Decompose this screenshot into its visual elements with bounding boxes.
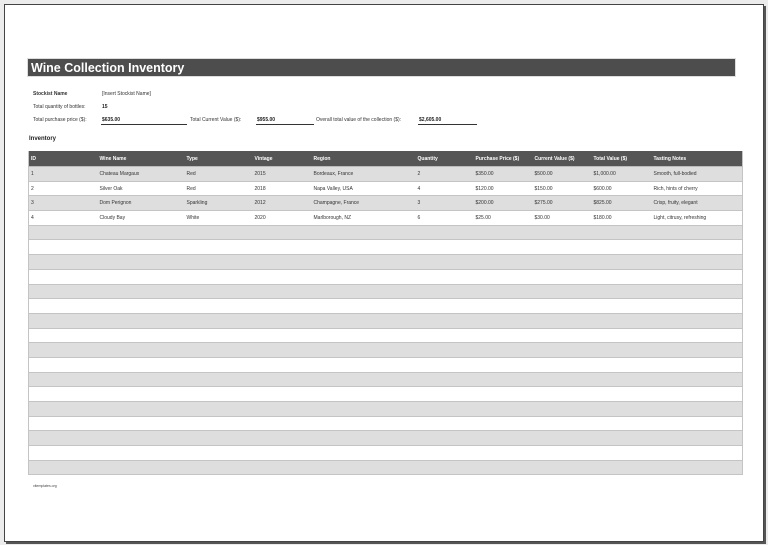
cell-empty[interactable] xyxy=(253,225,312,240)
cell-empty[interactable] xyxy=(98,387,185,402)
cell-empty[interactable] xyxy=(185,460,253,475)
total-quantity-label: Total quantity of bottles: xyxy=(33,104,86,110)
cell-region[interactable]: Bordeaux, France xyxy=(312,167,416,182)
cell-vintage[interactable]: 2018 xyxy=(253,181,312,196)
cell-empty[interactable] xyxy=(185,431,253,446)
cell-empty[interactable] xyxy=(533,328,592,343)
cell-vintage[interactable]: 2020 xyxy=(253,211,312,226)
table-row-empty[interactable] xyxy=(29,225,743,240)
cell-empty[interactable] xyxy=(592,313,652,328)
cell-empty[interactable] xyxy=(29,284,98,299)
cell-empty[interactable] xyxy=(98,240,185,255)
cell-empty[interactable] xyxy=(592,431,652,446)
cell-region[interactable]: Champagne, France xyxy=(312,196,416,211)
table-row-empty[interactable] xyxy=(29,343,743,358)
cell-wine-name[interactable]: Dom Perignon xyxy=(98,196,185,211)
cell-empty[interactable] xyxy=(312,269,416,284)
cell-empty[interactable] xyxy=(652,431,743,446)
cell-empty[interactable] xyxy=(185,357,253,372)
table-row-empty[interactable] xyxy=(29,431,743,446)
cell-empty[interactable] xyxy=(533,357,592,372)
cell-empty[interactable] xyxy=(474,343,533,358)
cell-current-value[interactable]: $500.00 xyxy=(533,167,592,182)
cell-empty[interactable] xyxy=(98,284,185,299)
cell-empty[interactable] xyxy=(592,416,652,431)
cell-total-value[interactable]: $825.00 xyxy=(592,196,652,211)
cell-empty[interactable] xyxy=(29,416,98,431)
cell-empty[interactable] xyxy=(253,269,312,284)
cell-purchase-price[interactable]: $350.00 xyxy=(474,167,533,182)
cell-empty[interactable] xyxy=(253,372,312,387)
cell-empty[interactable] xyxy=(533,225,592,240)
total-current-label: Total Current Value ($): xyxy=(190,117,242,123)
cell-empty[interactable] xyxy=(29,255,98,270)
cell-quantity[interactable]: 4 xyxy=(416,181,474,196)
cell-empty[interactable] xyxy=(98,343,185,358)
cell-total-value[interactable]: $600.00 xyxy=(592,181,652,196)
cell-wine-name[interactable]: Chateau Margaux xyxy=(98,167,185,182)
cell-empty[interactable] xyxy=(533,299,592,314)
cell-empty[interactable] xyxy=(652,299,743,314)
cell-empty[interactable] xyxy=(652,328,743,343)
cell-empty[interactable] xyxy=(592,240,652,255)
table-header-row xyxy=(29,151,743,167)
col-header-tasting-notes: Tasting Notes xyxy=(652,151,743,167)
table-row-empty[interactable] xyxy=(29,402,743,417)
cell-empty[interactable] xyxy=(533,387,592,402)
cell-empty[interactable] xyxy=(592,357,652,372)
cell-empty[interactable] xyxy=(312,416,416,431)
cell-empty[interactable] xyxy=(474,313,533,328)
cell-empty[interactable] xyxy=(592,269,652,284)
cell-empty[interactable] xyxy=(592,402,652,417)
cell-empty[interactable] xyxy=(533,460,592,475)
overall-value[interactable]: $2,605.00 xyxy=(419,117,442,123)
cell-empty[interactable] xyxy=(29,387,98,402)
cell-empty[interactable] xyxy=(312,402,416,417)
table-row[interactable] xyxy=(29,196,743,211)
stockist-value[interactable]: [Insert Stockist Name] xyxy=(102,91,151,97)
cell-empty[interactable] xyxy=(98,269,185,284)
cell-empty[interactable] xyxy=(416,460,474,475)
cell-empty[interactable] xyxy=(98,328,185,343)
cell-empty[interactable] xyxy=(474,328,533,343)
table-row-empty[interactable] xyxy=(29,387,743,402)
cell-type[interactable]: Sparkling xyxy=(185,196,253,211)
cell-empty[interactable] xyxy=(98,225,185,240)
col-header-total-value: Total Value ($) xyxy=(592,151,652,167)
cell-empty[interactable] xyxy=(185,299,253,314)
cell-empty[interactable] xyxy=(474,431,533,446)
cell-empty[interactable] xyxy=(312,431,416,446)
cell-empty[interactable] xyxy=(416,416,474,431)
cell-empty[interactable] xyxy=(652,255,743,270)
table-row-empty[interactable] xyxy=(29,446,743,461)
cell-empty[interactable] xyxy=(253,357,312,372)
cell-empty[interactable] xyxy=(652,240,743,255)
cell-tasting-notes[interactable]: Light, citrusy, refreshing xyxy=(652,211,743,226)
cell-empty[interactable] xyxy=(185,225,253,240)
cell-purchase-price[interactable]: $200.00 xyxy=(474,196,533,211)
cell-empty[interactable] xyxy=(29,313,98,328)
table-row[interactable] xyxy=(29,211,743,226)
cell-type[interactable]: Red xyxy=(185,167,253,182)
cell-empty[interactable] xyxy=(416,446,474,461)
cell-empty[interactable] xyxy=(312,313,416,328)
cell-empty[interactable] xyxy=(652,387,743,402)
cell-empty[interactable] xyxy=(652,372,743,387)
cell-wine-name[interactable]: Cloudy Bay xyxy=(98,211,185,226)
cell-empty[interactable] xyxy=(592,225,652,240)
cell-empty[interactable] xyxy=(253,402,312,417)
overall-value-underline xyxy=(418,124,477,125)
cell-empty[interactable] xyxy=(592,255,652,270)
cell-id[interactable]: 4 xyxy=(29,211,98,226)
cell-empty[interactable] xyxy=(474,225,533,240)
cell-empty[interactable] xyxy=(98,357,185,372)
cell-current-value[interactable]: $30.00 xyxy=(533,211,592,226)
total-quantity-value[interactable]: 15 xyxy=(102,104,108,110)
stockist-label: Stockist Name xyxy=(33,91,68,97)
total-current-value[interactable]: $955.00 xyxy=(257,117,276,123)
cell-empty[interactable] xyxy=(98,460,185,475)
cell-empty[interactable] xyxy=(253,416,312,431)
cell-empty[interactable] xyxy=(416,328,474,343)
cell-empty[interactable] xyxy=(312,372,416,387)
cell-quantity[interactable]: 3 xyxy=(416,196,474,211)
cell-empty[interactable] xyxy=(253,431,312,446)
cell-empty[interactable] xyxy=(474,446,533,461)
cell-total-value[interactable]: $180.00 xyxy=(592,211,652,226)
table-row-empty[interactable] xyxy=(29,313,743,328)
cell-empty[interactable] xyxy=(474,357,533,372)
cell-empty[interactable] xyxy=(416,313,474,328)
col-header-id: ID xyxy=(29,151,98,167)
cell-empty[interactable] xyxy=(29,299,98,314)
cell-empty[interactable] xyxy=(533,431,592,446)
table-row[interactable] xyxy=(29,181,743,196)
cell-empty[interactable] xyxy=(416,269,474,284)
total-current-underline xyxy=(256,124,314,125)
cell-empty[interactable] xyxy=(533,255,592,270)
cell-empty[interactable] xyxy=(185,255,253,270)
cell-empty[interactable] xyxy=(592,284,652,299)
cell-empty[interactable] xyxy=(652,343,743,358)
cell-empty[interactable] xyxy=(312,446,416,461)
cell-empty[interactable] xyxy=(533,446,592,461)
cell-empty[interactable] xyxy=(29,240,98,255)
cell-empty[interactable] xyxy=(98,255,185,270)
table-row-empty[interactable] xyxy=(29,240,743,255)
table-row-empty[interactable] xyxy=(29,328,743,343)
cell-type[interactable]: White xyxy=(185,211,253,226)
cell-empty[interactable] xyxy=(652,460,743,475)
cell-empty[interactable] xyxy=(98,372,185,387)
cell-purchase-price[interactable]: $120.00 xyxy=(474,181,533,196)
cell-empty[interactable] xyxy=(652,402,743,417)
cell-empty[interactable] xyxy=(253,284,312,299)
cell-empty[interactable] xyxy=(592,446,652,461)
cell-quantity[interactable]: 6 xyxy=(416,211,474,226)
table-row[interactable] xyxy=(29,167,743,182)
cell-empty[interactable] xyxy=(185,372,253,387)
cell-empty[interactable] xyxy=(652,284,743,299)
cell-empty[interactable] xyxy=(98,446,185,461)
cell-empty[interactable] xyxy=(416,372,474,387)
table-row-empty[interactable] xyxy=(29,255,743,270)
cell-empty[interactable] xyxy=(416,299,474,314)
cell-empty[interactable] xyxy=(416,343,474,358)
cell-empty[interactable] xyxy=(98,431,185,446)
cell-empty[interactable] xyxy=(29,372,98,387)
cell-empty[interactable] xyxy=(98,313,185,328)
cell-empty[interactable] xyxy=(185,416,253,431)
cell-empty[interactable] xyxy=(29,328,98,343)
cell-empty[interactable] xyxy=(253,343,312,358)
cell-empty[interactable] xyxy=(253,240,312,255)
cell-quantity[interactable]: 2 xyxy=(416,167,474,182)
cell-empty[interactable] xyxy=(592,343,652,358)
cell-empty[interactable] xyxy=(533,240,592,255)
cell-purchase-price[interactable]: $25.00 xyxy=(474,211,533,226)
table-row-empty[interactable] xyxy=(29,269,743,284)
cell-vintage[interactable]: 2012 xyxy=(253,196,312,211)
cell-empty[interactable] xyxy=(533,313,592,328)
cell-empty[interactable] xyxy=(312,225,416,240)
page-title: Wine Collection Inventory xyxy=(27,58,736,77)
table-row-empty[interactable] xyxy=(29,284,743,299)
table-row-empty[interactable] xyxy=(29,416,743,431)
cell-empty[interactable] xyxy=(185,387,253,402)
cell-empty[interactable] xyxy=(29,402,98,417)
cell-current-value[interactable]: $275.00 xyxy=(533,196,592,211)
cell-empty[interactable] xyxy=(98,416,185,431)
col-header-purchase-price: Purchase Price ($) xyxy=(474,151,533,167)
col-header-region: Region xyxy=(312,151,416,167)
cell-type[interactable]: Red xyxy=(185,181,253,196)
cell-empty[interactable] xyxy=(253,255,312,270)
cell-empty[interactable] xyxy=(416,431,474,446)
cell-empty[interactable] xyxy=(474,460,533,475)
cell-empty[interactable] xyxy=(312,387,416,402)
cell-empty[interactable] xyxy=(185,343,253,358)
cell-empty[interactable] xyxy=(312,255,416,270)
cell-empty[interactable] xyxy=(474,240,533,255)
cell-empty[interactable] xyxy=(474,387,533,402)
col-header-quantity: Quantity xyxy=(416,151,474,167)
cell-empty[interactable] xyxy=(29,269,98,284)
cell-empty[interactable] xyxy=(253,460,312,475)
cell-empty[interactable] xyxy=(185,402,253,417)
cell-empty[interactable] xyxy=(652,313,743,328)
footer-source: xltemplates.org xyxy=(33,484,57,488)
table-row-empty[interactable] xyxy=(29,372,743,387)
cell-empty[interactable] xyxy=(29,225,98,240)
cell-empty[interactable] xyxy=(29,446,98,461)
total-purchase-label: Total purchase price ($): xyxy=(33,117,87,123)
cell-empty[interactable] xyxy=(312,343,416,358)
cell-empty[interactable] xyxy=(416,255,474,270)
cell-id[interactable]: 3 xyxy=(29,196,98,211)
cell-empty[interactable] xyxy=(416,284,474,299)
cell-empty[interactable] xyxy=(474,402,533,417)
cell-current-value[interactable]: $150.00 xyxy=(533,181,592,196)
cell-tasting-notes[interactable]: Smooth, full-bodied xyxy=(652,167,743,182)
cell-total-value[interactable]: $1,000.00 xyxy=(592,167,652,182)
cell-empty[interactable] xyxy=(474,255,533,270)
cell-region[interactable]: Napa Valley, USA xyxy=(312,181,416,196)
cell-empty[interactable] xyxy=(592,387,652,402)
cell-empty[interactable] xyxy=(185,240,253,255)
cell-empty[interactable] xyxy=(652,269,743,284)
cell-empty[interactable] xyxy=(185,446,253,461)
inventory-section-title: Inventory xyxy=(29,136,57,142)
col-header-current-value: Current Value ($) xyxy=(533,151,592,167)
overall-value-label: Overall total value of the collection ($): xyxy=(316,117,402,123)
cell-empty[interactable] xyxy=(312,460,416,475)
cell-id[interactable]: 2 xyxy=(29,181,98,196)
cell-empty[interactable] xyxy=(185,269,253,284)
cell-empty[interactable] xyxy=(474,416,533,431)
cell-empty[interactable] xyxy=(416,225,474,240)
cell-empty[interactable] xyxy=(416,240,474,255)
cell-empty[interactable] xyxy=(474,299,533,314)
cell-empty[interactable] xyxy=(185,284,253,299)
cell-empty[interactable] xyxy=(533,372,592,387)
cell-empty[interactable] xyxy=(29,431,98,446)
cell-empty[interactable] xyxy=(312,240,416,255)
cell-empty[interactable] xyxy=(474,372,533,387)
inventory-table xyxy=(28,151,743,475)
cell-empty[interactable] xyxy=(253,387,312,402)
cell-empty[interactable] xyxy=(312,328,416,343)
cell-empty[interactable] xyxy=(253,299,312,314)
cell-empty[interactable] xyxy=(416,402,474,417)
cell-empty[interactable] xyxy=(474,269,533,284)
cell-empty[interactable] xyxy=(253,446,312,461)
table-row-empty[interactable] xyxy=(29,357,743,372)
cell-id[interactable]: 1 xyxy=(29,167,98,182)
cell-empty[interactable] xyxy=(533,269,592,284)
cell-empty[interactable] xyxy=(98,402,185,417)
col-header-vintage: Vintage xyxy=(253,151,312,167)
cell-empty[interactable] xyxy=(592,372,652,387)
cell-empty[interactable] xyxy=(253,328,312,343)
cell-empty[interactable] xyxy=(29,343,98,358)
cell-empty[interactable] xyxy=(312,299,416,314)
cell-empty[interactable] xyxy=(533,343,592,358)
col-header-type: Type xyxy=(185,151,253,167)
cell-empty[interactable] xyxy=(312,357,416,372)
cell-empty[interactable] xyxy=(185,328,253,343)
cell-empty[interactable] xyxy=(652,225,743,240)
cell-empty[interactable] xyxy=(312,284,416,299)
cell-empty[interactable] xyxy=(98,299,185,314)
cell-empty[interactable] xyxy=(592,299,652,314)
cell-empty[interactable] xyxy=(592,460,652,475)
cell-empty[interactable] xyxy=(253,313,312,328)
cell-vintage[interactable]: 2015 xyxy=(253,167,312,182)
cell-tasting-notes[interactable]: Crisp, fruity, elegant xyxy=(652,196,743,211)
cell-empty[interactable] xyxy=(592,328,652,343)
cell-empty[interactable] xyxy=(533,416,592,431)
cell-empty[interactable] xyxy=(652,446,743,461)
cell-empty[interactable] xyxy=(652,416,743,431)
cell-empty[interactable] xyxy=(29,460,98,475)
total-purchase-underline xyxy=(101,124,187,125)
cell-empty[interactable] xyxy=(474,284,533,299)
col-header-wine-name: Wine Name xyxy=(98,151,185,167)
table-row-empty[interactable] xyxy=(29,299,743,314)
cell-empty[interactable] xyxy=(416,387,474,402)
total-purchase-value[interactable]: $635.00 xyxy=(102,117,121,123)
cell-empty[interactable] xyxy=(416,357,474,372)
cell-tasting-notes[interactable]: Rich, hints of cherry xyxy=(652,181,743,196)
cell-empty[interactable] xyxy=(652,357,743,372)
table-row-empty[interactable] xyxy=(29,460,743,475)
cell-region[interactable]: Marlborough, NZ xyxy=(312,211,416,226)
cell-empty[interactable] xyxy=(533,402,592,417)
cell-empty[interactable] xyxy=(29,357,98,372)
cell-empty[interactable] xyxy=(185,313,253,328)
cell-empty[interactable] xyxy=(533,284,592,299)
cell-wine-name[interactable]: Silver Oak xyxy=(98,181,185,196)
